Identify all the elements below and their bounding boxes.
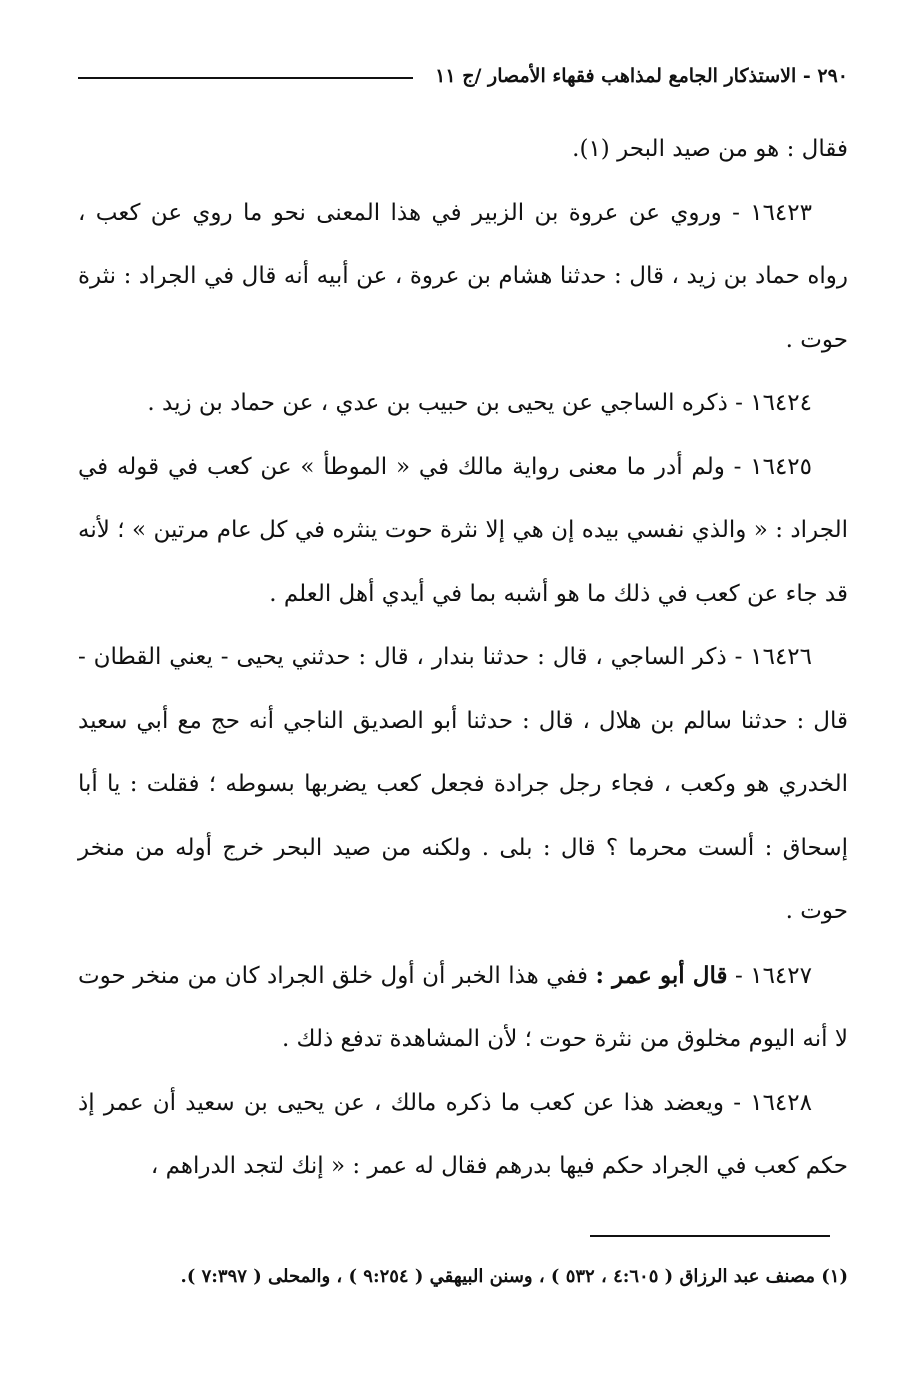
main-text xyxy=(78,118,848,1199)
paragraph-number: ١٦٤٢٤ - xyxy=(735,390,812,416)
paragraph-16423 xyxy=(78,182,848,373)
paragraph-number: ١٦٤٢٦ - xyxy=(734,644,813,670)
paragraph-continuation xyxy=(78,118,848,182)
speaker-label: قال أبو عمر : xyxy=(595,961,728,989)
paragraph-number: ١٦٤٢٨ - xyxy=(733,1089,812,1116)
paragraph-number: ١٦٤٢٧ - xyxy=(734,962,812,989)
paragraph-number: ١٦٤٢٣ - xyxy=(732,199,812,226)
paragraph-16425 xyxy=(78,436,848,627)
paragraph-text: ولم أدر ما معنى رواية مالك في « الموطأ » عن كعب في قوله في الجراد : « والذي نفسي بيده إن هي إلا نثرة حوت ينثره في كل عام مرتين » ؛ لأنه قد جاء عن كعب في ذلك ما هو أشبه بما في أيدي أهل العلم . xyxy=(78,453,848,607)
paragraph-text: وروي عن عروة بن الزبير في هذا المعنى نحو ما روي عن كعب ، رواه حماد بن زيد ، قال : حدثنا هشام بن عروة ، عن أبيه أنه قال في الجراد : نثرة حوت . xyxy=(78,199,848,353)
paragraph-text: ذكره الساجي عن يحيى بن حبيب بن عدي ، عن حماد بن زيد . xyxy=(147,390,728,416)
paragraph-text: ففي هذا الخبر أن أول خلق الجراد كان من منخر حوت لا أنه اليوم مخلوق من نثرة حوت ؛ لأن المشاهدة تدفع ذلك . xyxy=(78,962,848,1052)
paragraph-16426 xyxy=(78,626,848,944)
footnote xyxy=(78,1262,848,1292)
footnote-rule xyxy=(590,1235,830,1237)
paragraph-text: فقال : هو من صيد البحر (١). xyxy=(572,136,848,162)
paragraph-16424 xyxy=(78,372,848,436)
running-header xyxy=(78,58,848,94)
header-rule xyxy=(78,77,413,79)
paragraph-text: ويعضد هذا عن كعب ما ذكره مالك ، عن يحيى بن سعيد أن عمر إذ حكم كعب في الجراد حكم فيها بدرهم فقال له عمر : « إنك لتجد الدراهم ، xyxy=(78,1089,848,1179)
footnote-text: (١) مصنف عبد الرزاق ( ٤:٦٠٥ ، ٥٣٢ ) ، وسنن البيهقي ( ٩:٢٥٤ ) ، والمحلى ( ٧:٣٩٧ ). xyxy=(180,1266,848,1287)
paragraph-number: ١٦٤٢٥ - xyxy=(733,453,813,480)
running-title: ٢٩٠ - الاستذكار الجامع لمذاهب فقهاء الأمصار /ج ١١ xyxy=(435,65,848,87)
paragraph-16427 xyxy=(78,944,848,1072)
paragraph-text: ذكر الساجي ، قال : حدثنا بندار ، قال : حدثني يحيى - يعني القطان - قال : حدثنا سالم بن هلال ، قال : حدثنا أبو الصديق الناجي أنه حج مع أبي سعيد الخدري هو وكعب ، فجاء رجل جرادة فجعل كعب يضربها بسوطه ؛ فقلت : يا أبا إسحاق : ألست محرما ؟ قال : بلى . ولكنه من صيد البحر خرج أوله من منخر حوت . xyxy=(78,644,848,924)
paragraph-16428 xyxy=(78,1072,848,1199)
